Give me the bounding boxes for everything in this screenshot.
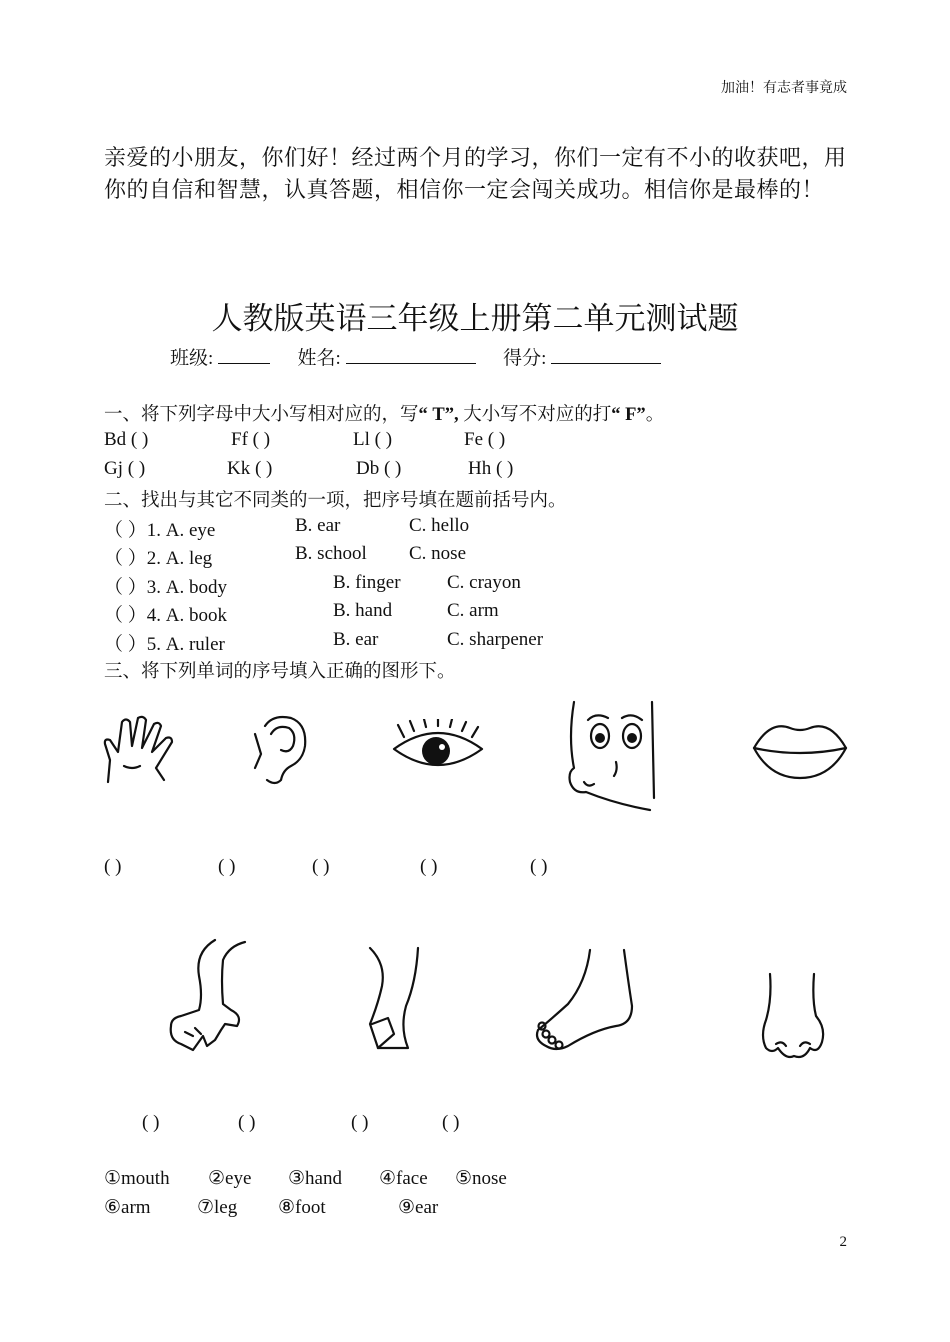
score-blank[interactable] [551, 345, 661, 364]
question-item: （ ）2. A. leg [104, 548, 213, 569]
letter-pair: Db ( ) [356, 458, 402, 479]
word-option: ②eye [208, 1168, 252, 1189]
word-option: ⑧foot [278, 1197, 326, 1218]
section1-heading-end: 。 [645, 405, 665, 425]
word-option: ①mouth [104, 1168, 170, 1189]
foot-icon [532, 946, 636, 1058]
class-label: 班级: [170, 348, 214, 369]
ear-icon [251, 714, 311, 786]
face-icon [566, 698, 662, 812]
option-b: B. ear [295, 515, 341, 536]
word-option: ⑦leg [197, 1197, 238, 1218]
word-option: ④face [379, 1168, 428, 1189]
answer-blank[interactable]: ( ) [104, 856, 122, 877]
word-option: ⑤nose [455, 1168, 507, 1189]
section1-heading-mid: 大小写不对应的打 [458, 405, 612, 425]
answer-blank[interactable]: ( ) [142, 1112, 160, 1133]
answer-blank[interactable]: ( ) [420, 856, 438, 877]
section1-heading-text: 一、将下列字母中大小写相对应的，写 [104, 405, 419, 425]
word-option: ③hand [288, 1168, 342, 1189]
section1-t-mark: “ T”, [418, 405, 459, 425]
arm-icon [163, 936, 247, 1056]
answer-blank[interactable]: ( ) [351, 1112, 369, 1133]
question-item: （ ）3. A. body [104, 577, 227, 598]
leg-icon [360, 944, 440, 1056]
section3-heading: 三、将下列单词的序号填入正确的图形下。 [104, 662, 456, 682]
letter-pair: Hh ( ) [468, 458, 514, 479]
option-c: C. nose [409, 543, 466, 564]
letter-pair: Fe ( ) [464, 429, 506, 450]
question-item: （ ）1. A. eye [104, 520, 216, 541]
eye-icon [390, 719, 486, 783]
option-b: B. ear [333, 629, 379, 650]
answer-blank[interactable]: ( ) [442, 1112, 460, 1133]
word-option: ⑥arm [104, 1197, 151, 1218]
hand-icon [102, 714, 186, 788]
answer-blank[interactable]: ( ) [530, 856, 548, 877]
page-header: 加油！有志者事竟成 [721, 81, 847, 96]
answer-blank[interactable]: ( ) [238, 1112, 256, 1133]
section2-heading: 二、找出与其它不同类的一项，把序号填在题前括号内。 [104, 491, 567, 511]
student-info [170, 343, 661, 370]
answer-blank[interactable]: ( ) [218, 856, 236, 877]
page-title: 人教版英语三年级上册第二单元测试题 [211, 301, 739, 336]
mouth-icon [750, 716, 850, 782]
name-label: 姓名: [297, 348, 341, 369]
answer-blank[interactable]: ( ) [312, 856, 330, 877]
page-number: 2 [839, 1234, 847, 1250]
option-c: C. sharpener [447, 629, 544, 650]
option-c: C. arm [447, 600, 499, 621]
name-blank[interactable] [346, 345, 476, 364]
letter-pair: Ll ( ) [353, 429, 393, 450]
letter-pair: Gj ( ) [104, 458, 146, 479]
question-item: （ ）4. A. book [104, 605, 227, 626]
nose-icon [760, 970, 826, 1062]
intro-paragraph: 亲爱的小朋友，你们好！经过两个月的学习，你们一定有不小的收获吧，用你的自信和智慧，认真答题，相信你一定会闯关成功。相信你是最棒的！ [104, 145, 847, 202]
word-option: ⑨ear [398, 1197, 439, 1218]
letter-pair: Ff ( ) [231, 429, 271, 450]
section1-heading [104, 400, 664, 426]
option-b: B. hand [333, 600, 393, 621]
option-c: C. hello [409, 515, 470, 536]
option-c: C. crayon [447, 572, 521, 593]
question-item: （ ）5. A. ruler [104, 634, 225, 655]
option-b: B. finger [333, 572, 401, 593]
class-blank[interactable] [218, 345, 270, 364]
letter-pair: Kk ( ) [227, 458, 273, 479]
section1-f-mark: “ F” [611, 405, 646, 425]
score-label: 得分: [503, 348, 547, 369]
letter-pair: Bd ( ) [104, 429, 149, 450]
option-b: B. school [295, 543, 367, 564]
